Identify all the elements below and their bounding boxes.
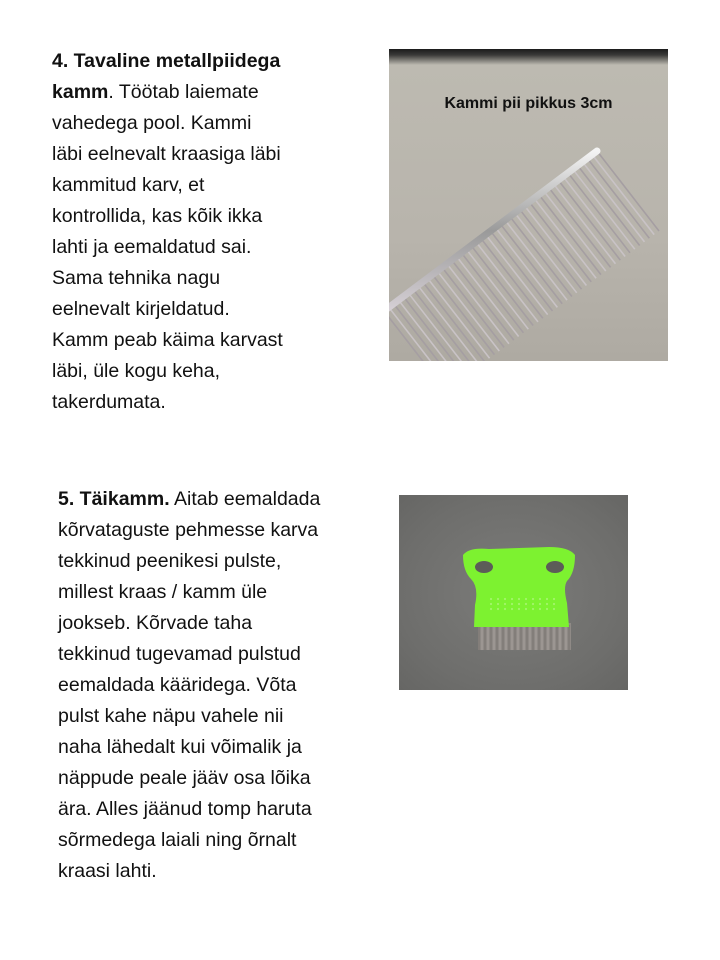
- grip-dot: [497, 603, 499, 605]
- comb-tooth: [510, 216, 572, 296]
- grip-dot: [553, 603, 555, 605]
- section-5-text: [58, 484, 378, 887]
- paragraph-line: Kamm peab käima karvast: [52, 329, 283, 351]
- paragraph-line: ära. Alles jäänud tomp haruta: [58, 798, 312, 820]
- flea-comb-teeth: [478, 623, 571, 650]
- grip-dot: [490, 608, 492, 610]
- paragraph-line: pulst kahe näpu vahele nii: [58, 705, 284, 727]
- grip-dot: [504, 608, 506, 610]
- paragraph-line: läbi, üle kogu keha,: [52, 360, 221, 382]
- comb-tooth: [529, 202, 591, 282]
- grip-dot: [546, 598, 548, 600]
- grip-dot: [525, 598, 527, 600]
- grip-dot: [532, 598, 534, 600]
- comb-tooth: [452, 260, 514, 340]
- comb-tooth: [437, 271, 499, 351]
- comb-tooth: [500, 224, 562, 304]
- section-4-heading-cont: kamm. Töötab laiemate: [52, 81, 259, 103]
- grip-dot: [518, 598, 520, 600]
- comb-spine: [389, 151, 597, 311]
- hole-left: [475, 561, 493, 573]
- paragraph-line: kammitud karv, et: [52, 174, 205, 196]
- grip-dot: [539, 603, 541, 605]
- comb-tooth: [495, 227, 557, 307]
- comb-tooth: [476, 242, 538, 322]
- grip-dot: [511, 598, 513, 600]
- paragraph-line: jookseb. Kõrvade taha: [58, 612, 253, 634]
- grip-dot: [490, 603, 492, 605]
- grip-dot: [553, 608, 555, 610]
- paragraph-line: takerdumata.: [52, 391, 166, 413]
- flea-comb-photo: [399, 495, 628, 690]
- paragraph-line: sõrmedega laiali ning õrnalt: [58, 829, 297, 851]
- grip-dot: [525, 603, 527, 605]
- comb-tooth: [563, 176, 625, 256]
- comb-tooth: [515, 213, 577, 293]
- grip-dot: [497, 598, 499, 600]
- paragraph-line: naha lähedalt kui võimalik ja: [58, 736, 302, 758]
- grip-dot: [490, 598, 492, 600]
- hole-right: [546, 561, 564, 573]
- grip-dot: [497, 608, 499, 610]
- grip-dot: [532, 608, 534, 610]
- paragraph-line: tekkinud tugevamad pulstud: [58, 643, 301, 665]
- metal-comb-photo: [389, 49, 668, 361]
- comb-tooth: [582, 162, 644, 242]
- grip-dot: [539, 598, 541, 600]
- paragraph-line: lahti ja eemaldatud sai.: [52, 236, 252, 258]
- grip-dot: [546, 603, 548, 605]
- comb-tooth: [461, 253, 523, 333]
- section-5-heading: 5. Täikamm. Aitab eemaldada: [58, 488, 321, 510]
- comb-tooth: [597, 151, 659, 231]
- comb-tooth: [587, 158, 649, 238]
- paragraph-line: eelnevalt kirjeldatud.: [52, 298, 230, 320]
- comb-tooth: [544, 191, 606, 271]
- paragraph-line: kontrollida, kas kõik ikka: [52, 205, 263, 227]
- paragraph-line: eemaldada kääridega. Võta: [58, 674, 297, 696]
- comb-tooth: [457, 256, 519, 336]
- grip-dot: [546, 608, 548, 610]
- grip-dot: [504, 603, 506, 605]
- paragraph-line: kõrvataguste pehmesse karva: [58, 519, 319, 541]
- section-4-heading: 4. Tavaline metallpiidega: [52, 50, 281, 72]
- paragraph-line: läbi eelnevalt kraasiga läbi: [52, 143, 281, 165]
- comb-tooth: [573, 169, 635, 249]
- comb-tooth: [466, 249, 528, 329]
- comb-tooth: [524, 206, 586, 286]
- comb-tooth: [428, 278, 490, 358]
- comb-tooth: [534, 198, 596, 278]
- paragraph-line: näppude peale jääv osa lõika: [58, 767, 311, 789]
- comb-tooth: [549, 187, 611, 267]
- comb-tooth: [539, 195, 601, 275]
- comb-tooth: [491, 231, 553, 311]
- paragraph-line: millest kraas / kamm üle: [58, 581, 268, 603]
- comb-tooth: [447, 264, 509, 344]
- comb-tooth: [553, 184, 615, 264]
- grip-dot: [504, 598, 506, 600]
- grip-dot: [518, 603, 520, 605]
- paragraph-line: vahedega pool. Kammi: [52, 112, 252, 134]
- comb-teeth: [389, 151, 659, 361]
- comb-tooth: [520, 209, 582, 289]
- flea-comb-handle: [463, 547, 575, 627]
- grip-dot: [518, 608, 520, 610]
- comb-tooth: [481, 238, 543, 318]
- section-4-text: [52, 46, 372, 418]
- grip-dot: [511, 608, 513, 610]
- comb-tooth: [592, 155, 654, 235]
- paragraph-line: tekkinud peenikesi pulste,: [58, 550, 282, 572]
- comb-tooth: [578, 166, 640, 246]
- paragraph-line: kraasi lahti.: [58, 860, 157, 882]
- flea-comb-illustration: [399, 495, 628, 690]
- comb-tooth: [442, 267, 504, 347]
- comb-tooth: [558, 180, 620, 260]
- grip-dot: [525, 608, 527, 610]
- grip-dot: [532, 603, 534, 605]
- comb-tooth: [486, 235, 548, 315]
- grip-dot: [539, 608, 541, 610]
- comb-tooth: [432, 275, 494, 355]
- grip-dot: [553, 598, 555, 600]
- comb-tooth: [471, 246, 533, 326]
- grip-dot: [511, 603, 513, 605]
- paragraph-line: Sama tehnika nagu: [52, 267, 221, 289]
- comb-tooth: [505, 220, 567, 300]
- comb-tooth: [568, 173, 630, 253]
- comb-tooth-length-caption: Kammi pii pikkus 3cm: [444, 95, 613, 112]
